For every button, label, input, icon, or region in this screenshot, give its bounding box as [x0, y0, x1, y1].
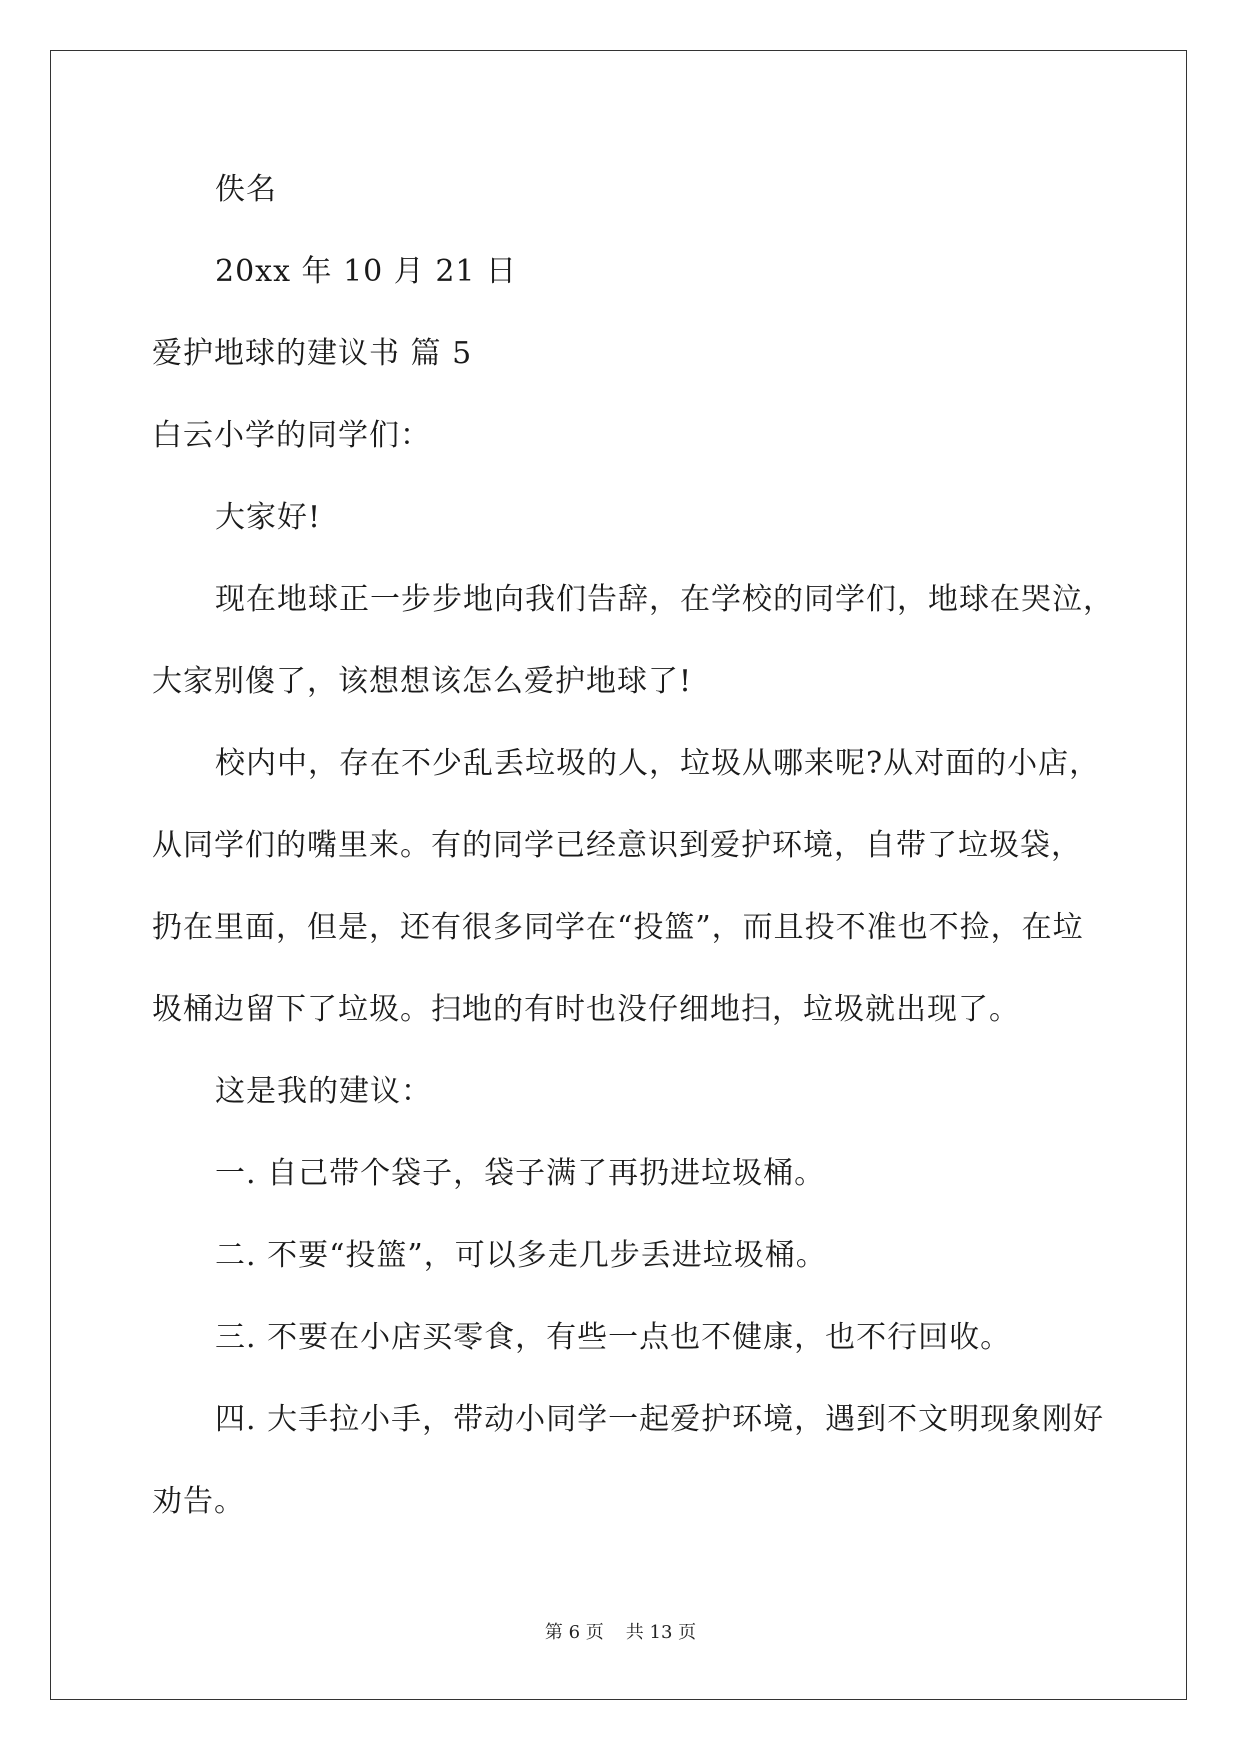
suggestion-item-continued: 劝告。 — [152, 1484, 245, 1519]
section-title: 爱护地球的建议书 篇 5 — [152, 336, 473, 371]
paragraph-line: 圾桶边留下了垃圾。扫地的有时也没仔细地扫，垃圾就出现了。 — [152, 992, 1020, 1027]
paragraph-line: 从同学们的嘴里来。有的同学已经意识到爱护环境，自带了垃圾袋， — [152, 828, 1082, 863]
suggestion-item: 二. 不要“投篮”，可以多走几步丢进垃圾桶。 — [215, 1238, 827, 1273]
page-border — [50, 50, 1187, 1700]
author-line: 佚名 — [215, 172, 277, 207]
page-footer — [0, 1622, 1241, 1644]
paragraph-line: 大家别傻了，该想想该怎么爱护地球了! — [152, 664, 693, 699]
paragraph-line: 现在地球正一步步地向我们告辞，在学校的同学们，地球在哭泣， — [215, 582, 1114, 617]
suggestions-heading: 这是我的建议： — [215, 1074, 432, 1109]
salutation: 白云小学的同学们： — [152, 418, 431, 453]
suggestion-item: 三. 不要在小店买零食，有些一点也不健康，也不行回收。 — [215, 1320, 1012, 1355]
paragraph-line: 扔在里面，但是，还有很多同学在“投篮”，而且投不准也不捡，在垃 — [152, 910, 1084, 945]
date-line: 20xx 年 10 月 21 日 — [215, 254, 518, 289]
suggestion-item: 一. 自己带个袋子，袋子满了再扔进垃圾桶。 — [215, 1156, 826, 1191]
page-number: 第 6 页 — [544, 1622, 604, 1643]
greeting: 大家好! — [215, 500, 322, 535]
paragraph-line: 校内中，存在不少乱丢垃圾的人，垃圾从哪来呢?从对面的小店， — [215, 746, 1101, 781]
suggestion-item: 四. 大手拉小手，带动小同学一起爱护环境，遇到不文明现象刚好 — [215, 1402, 1105, 1437]
page-total: 共 13 页 — [625, 1622, 697, 1643]
